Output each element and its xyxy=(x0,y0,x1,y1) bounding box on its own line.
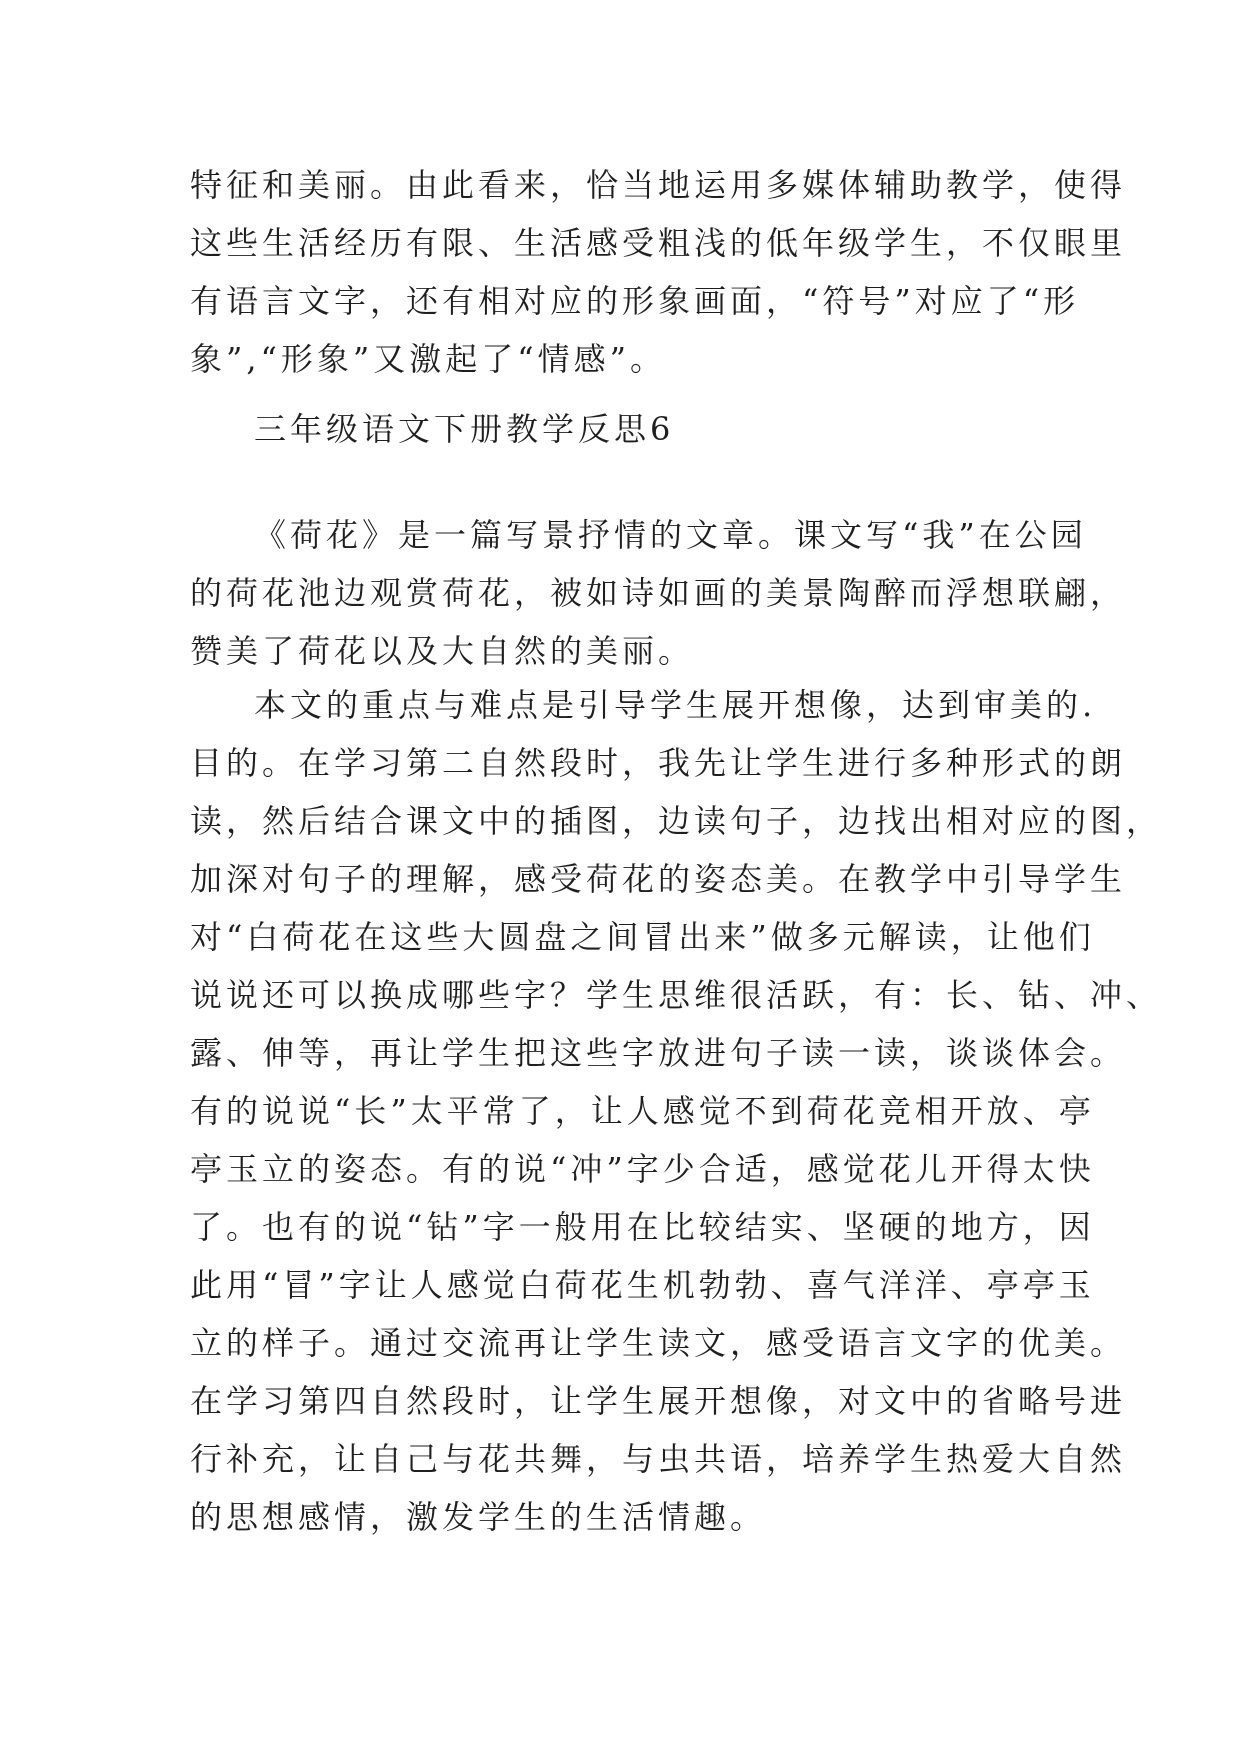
section-heading-container xyxy=(190,400,1070,458)
text-line: 此用“冒”字让人感觉白荷花生机勃勃、喜气洋洋、亭亭玉 xyxy=(190,1266,1095,1304)
text-line: 赞美了荷花以及大自然的美丽。 xyxy=(190,632,695,670)
text-line: 加深对句子的理解，感受荷花的姿态美。在教学中引导学生 xyxy=(190,860,1127,898)
text-line: 立的样子。通过交流再让学生读文，感受语言文字的优美。 xyxy=(190,1324,1127,1362)
text-line: 《荷花》是一篇写景抒情的文章。课文写“我”在公园 xyxy=(254,516,1087,554)
text-line: 说说还可以换成哪些字？学生思维很活跃，有：长、钻、冲、 xyxy=(190,976,1163,1014)
text-line: 对“白荷花在这些大圆盘之间冒出来”做多元解读，让他们 xyxy=(190,918,1095,956)
text-line: 行补充，让自己与花共舞，与虫共语，培养学生热爱大自然 xyxy=(190,1440,1127,1478)
text-line: 有语言文字，还有相对应的形象画面，“符号”对应了“形 xyxy=(190,282,1080,320)
text-line: 象”,“形象”又激起了“情感”。 xyxy=(190,340,666,378)
text-line: 的荷花池边观赏荷花，被如诗如画的美景陶醉而浮想联翩， xyxy=(190,574,1127,612)
text-line: 露、伸等，再让学生把这些字放进句子读一读，谈谈体会。 xyxy=(190,1034,1127,1072)
paragraph-intro xyxy=(190,506,1127,680)
text-line: 读，然后结合课文中的插图，边读句子，边找出相对应的图， xyxy=(190,802,1163,840)
text-line: 在学习第四自然段时，让学生展开想像，对文中的省略号进 xyxy=(190,1382,1127,1420)
section-heading: 三年级语文下册教学反思6 xyxy=(254,410,675,448)
text-line: 的思想感情，激发学生的生活情趣。 xyxy=(190,1498,767,1536)
text-line: 了。也有的说“钻”字一般用在比较结实、坚硬的地方，因 xyxy=(190,1208,1095,1246)
text-line: 有的说说“长”太平常了，让人感觉不到荷花竞相开放、亭 xyxy=(190,1092,1095,1130)
text-line: 目的。在学习第二自然段时，我先让学生进行多种形式的朗 xyxy=(190,744,1127,782)
paragraph-teaching xyxy=(190,676,1163,1546)
text-line: 特征和美丽。由此看来，恰当地运用多媒体辅助教学，使得 xyxy=(190,166,1127,204)
text-line: 这些生活经历有限、生活感受粗浅的低年级学生，不仅眼里 xyxy=(190,224,1127,262)
continued-paragraph xyxy=(190,156,1127,388)
text-line: 本文的重点与难点是引导学生展开想像，达到审美的. xyxy=(254,686,1097,724)
text-line: 亭玉立的姿态。有的说“冲”字少合适，感觉花儿开得太快 xyxy=(190,1150,1095,1188)
